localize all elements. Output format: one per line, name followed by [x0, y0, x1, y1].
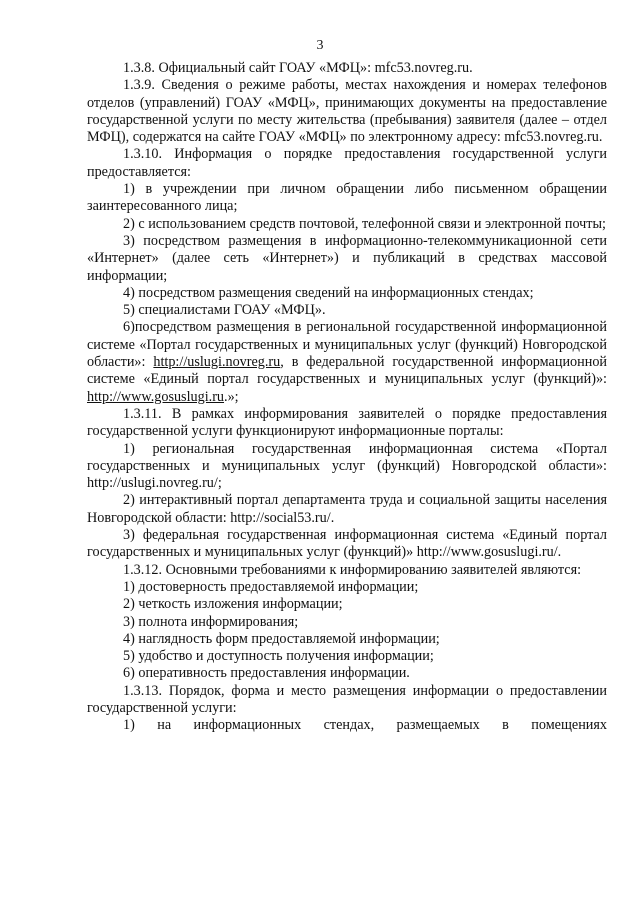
list-item-text: 6)посредством размещения в региональной государственной информационной системе «Портал государственных и муниципальных услуг (функций) Новгородской области»: — [87, 319, 607, 371]
paragraph-1-3-9: 1.3.9. Сведения о режиме работы, местах нахождения и номерах телефонов отделов (управлений) ГОАУ «МФЦ», принимающих документы на предоставление государственной услуги по месту жительства (пребывания) заявителя (далее – отдел МФЦ), содержатся на сайте ГОАУ «МФЦ» по электронному адресу: mfc53.novreg.ru. — [87, 77, 607, 146]
list-item-1-3-11-3: 3) федеральная государственная информационная система «Единый портал государственных и муниципальных услуг (функций)» http://www.gosuslugi.ru/. — [87, 527, 607, 561]
list-item-text: .»; — [224, 388, 239, 405]
list-item-1-3-12-3: 3) полнота информирования; — [123, 613, 299, 630]
gosuslugi-link[interactable]: http://www.gosuslugi.ru — [87, 388, 225, 405]
list-item-1-3-10-3: 3) посредством размещения в информационно-телекоммуникационной сети «Интернет» (далее сеть «Интернет») и публикаций в средствах массовой информации; — [87, 232, 607, 284]
paragraph-1-3-10: 1.3.10. Информация о порядке предоставления государственной услуги предоставляется: — [87, 146, 607, 180]
list-item-1-3-12-6: 6) оперативность предоставления информации. — [123, 665, 410, 682]
list-item-1-3-10-2: 2) с использованием средств почтовой, телефонной связи и электронной почты; — [123, 215, 606, 232]
page-number: 3 — [316, 38, 324, 53]
list-item-1-3-11-1: 1) региональная государственная информационная система «Портал государственных и муниципальных услуг (функций) Новгородской области»: http://uslugi.novreg.ru/; — [87, 440, 607, 492]
list-item-1-3-10-1: 1) в учреждении при личном обращении либо письменном обращении заинтересованного лица; — [87, 181, 607, 215]
list-item-1-3-12-5: 5) удобство и доступность получения информации; — [123, 648, 434, 665]
list-item-1-3-10-4: 4) посредством размещения сведений на информационных стендах; — [123, 284, 534, 301]
paragraph-1-3-8: 1.3.8. Официальный сайт ГОАУ «МФЦ»: mfc53.novreg.ru. — [123, 60, 473, 76]
list-item-text: , в федеральной государственной информационной системе «Единый портал государственных и муниципальных услуг (функций)»: — [87, 354, 608, 388]
uslugi-link[interactable]: http://uslugi.novreg.ru — [153, 354, 281, 371]
list-item-1-3-12-4: 4) наглядность форм предоставляемой информации; — [123, 630, 440, 647]
list-item-1-3-10-6 — [87, 319, 607, 405]
list-item-1-3-11-2: 2) интерактивный портал департамента труда и социальной защиты населения Новгородской области: http://social53.ru/. — [87, 492, 607, 526]
paragraph-1-3-13: 1.3.13. Порядок, форма и место размещения информации о предоставлении государственной услуги: — [87, 682, 607, 716]
list-item-1-3-10-5: 5) специалистами ГОАУ «МФЦ». — [123, 302, 326, 319]
document-body — [87, 60, 607, 735]
paragraph-1-3-12: 1.3.12. Основными требованиями к информированию заявителей являются: — [123, 561, 582, 578]
list-item-1-3-13-1: 1) на информационных стендах, размещаемых в помещениях — [123, 717, 607, 734]
list-item-1-3-12-2: 2) четкость изложения информации; — [123, 596, 343, 613]
list-item-1-3-12-1: 1) достоверность предоставляемой информации; — [123, 578, 419, 595]
paragraph-1-3-11: 1.3.11. В рамках информирования заявителей о порядке предоставления государственной услуги функционируют информационные порталы: — [87, 405, 607, 440]
